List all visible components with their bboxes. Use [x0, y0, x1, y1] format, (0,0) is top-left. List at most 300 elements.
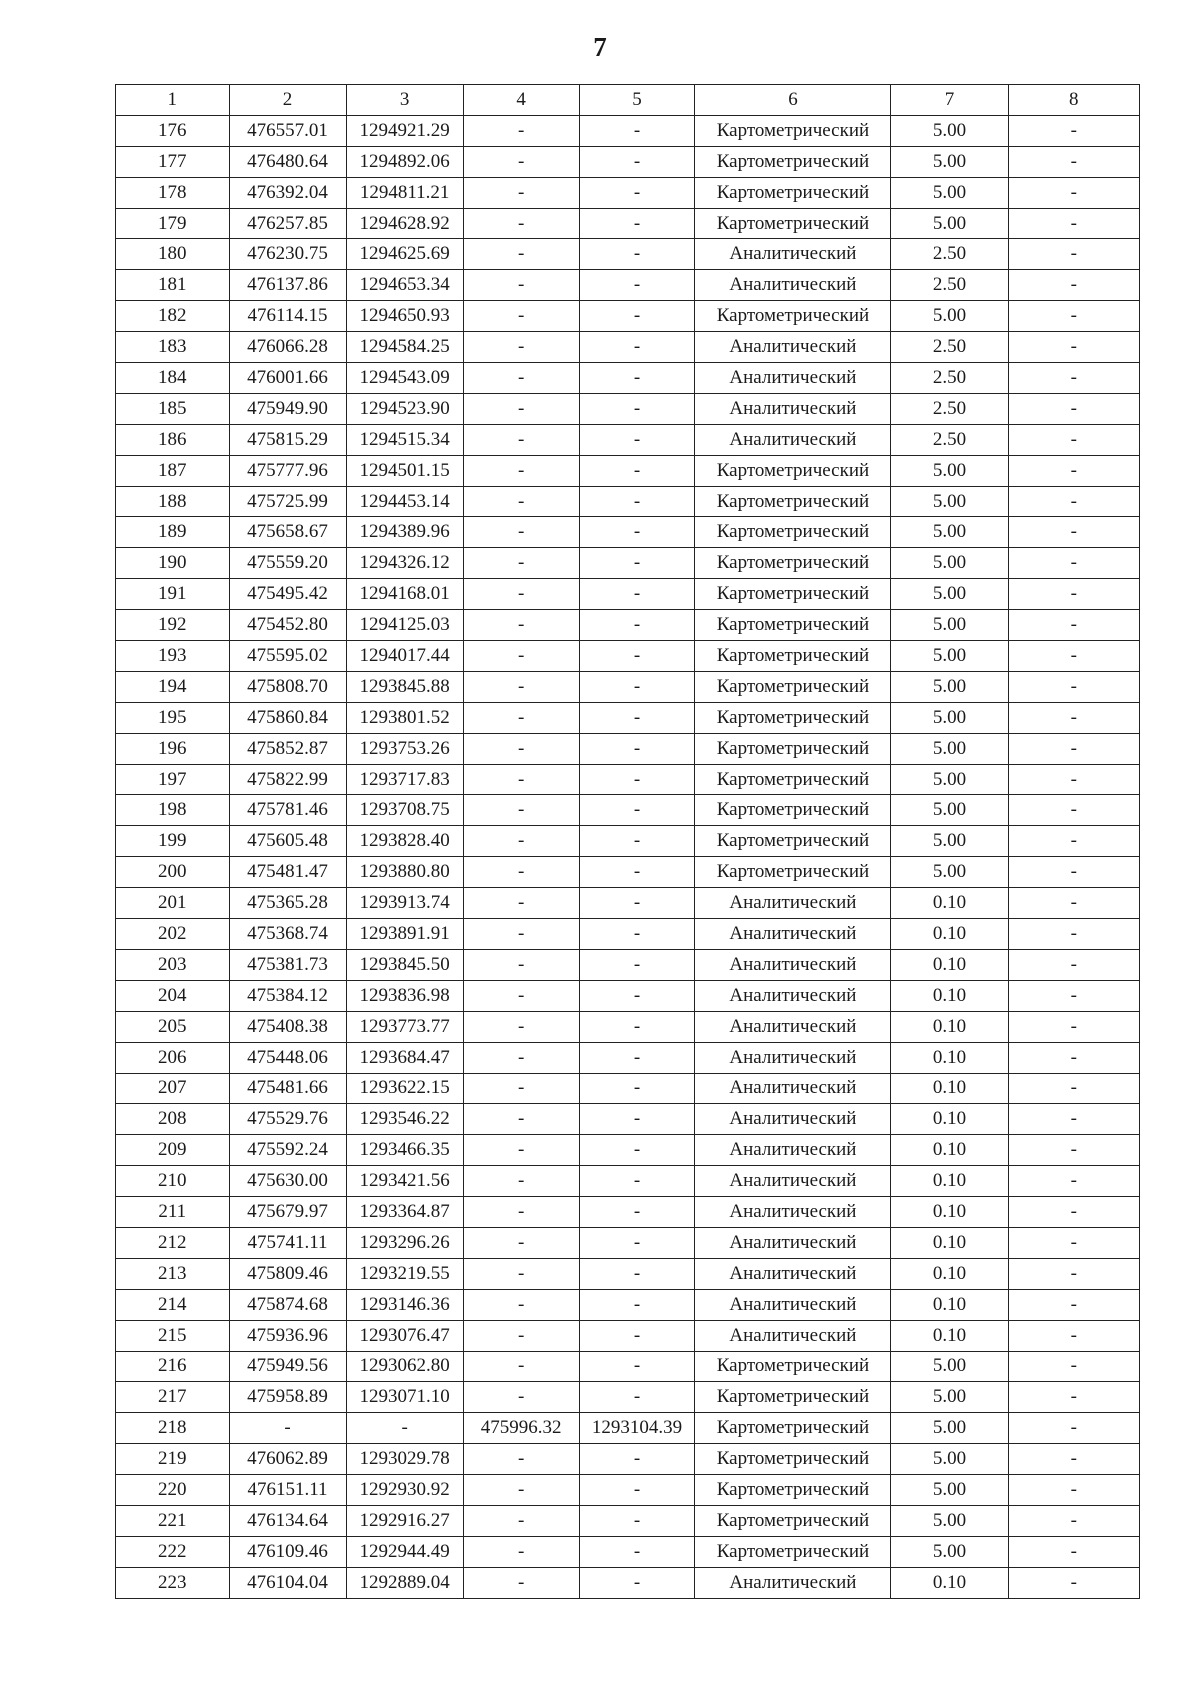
table-row	[116, 919, 1140, 950]
table-cell: Картометрический	[695, 641, 891, 672]
table-cell: -	[1008, 393, 1139, 424]
table-cell: 1293622.15	[346, 1073, 463, 1104]
table-row	[116, 1011, 1140, 1042]
table-cell: 5.00	[891, 208, 1008, 239]
column-header: 7	[891, 85, 1008, 116]
table-cell: 200	[116, 857, 230, 888]
table-cell: -	[463, 548, 579, 579]
table-cell: -	[579, 1073, 695, 1104]
table-cell: -	[1008, 1227, 1139, 1258]
table-cell: 475481.66	[229, 1073, 346, 1104]
table-cell: Картометрический	[695, 115, 891, 146]
table-cell: 1293684.47	[346, 1042, 463, 1073]
table-cell: 1294168.01	[346, 579, 463, 610]
table-cell: Картометрический	[695, 301, 891, 332]
table-row	[116, 393, 1140, 424]
table-cell: 1293219.55	[346, 1258, 463, 1289]
table-cell: 1294628.92	[346, 208, 463, 239]
table-cell: 1294650.93	[346, 301, 463, 332]
table-cell: 476109.46	[229, 1536, 346, 1567]
table-cell: 475777.96	[229, 455, 346, 486]
table-cell: 5.00	[891, 1536, 1008, 1567]
table-cell: -	[463, 486, 579, 517]
table-cell: -	[1008, 517, 1139, 548]
table-cell: Картометрический	[695, 1505, 891, 1536]
table-cell: -	[463, 393, 579, 424]
table-cell: Аналитический	[695, 919, 891, 950]
table-cell: -	[579, 795, 695, 826]
table-cell: -	[579, 826, 695, 857]
table-cell: 5.00	[891, 517, 1008, 548]
table-cell: 218	[116, 1413, 230, 1444]
table-cell: Аналитический	[695, 363, 891, 394]
table-cell: 180	[116, 239, 230, 270]
table-cell: -	[1008, 1197, 1139, 1228]
table-cell: 220	[116, 1475, 230, 1506]
table-cell: 219	[116, 1444, 230, 1475]
table-cell: 187	[116, 455, 230, 486]
table-cell: 176	[116, 115, 230, 146]
table-cell: -	[1008, 1320, 1139, 1351]
table-cell: -	[1008, 455, 1139, 486]
table-cell: -	[1008, 1413, 1139, 1444]
table-cell: -	[463, 1567, 579, 1598]
table-cell: -	[463, 919, 579, 950]
table-cell: -	[1008, 1505, 1139, 1536]
table-cell: Картометрический	[695, 548, 891, 579]
table-cell: 475408.38	[229, 1011, 346, 1042]
table-cell: 0.10	[891, 1011, 1008, 1042]
table-row	[116, 1073, 1140, 1104]
table-cell: 209	[116, 1135, 230, 1166]
table-cell: Картометрический	[695, 795, 891, 826]
table-cell: -	[579, 919, 695, 950]
table-cell: 475741.11	[229, 1227, 346, 1258]
table-cell: 5.00	[891, 764, 1008, 795]
table-row	[116, 826, 1140, 857]
table-row	[116, 115, 1140, 146]
table-row	[116, 146, 1140, 177]
table-cell: -	[1008, 363, 1139, 394]
table-cell: -	[579, 115, 695, 146]
table-cell: -	[579, 1011, 695, 1042]
table-cell: 475860.84	[229, 702, 346, 733]
table-cell: 208	[116, 1104, 230, 1135]
table-cell: -	[1008, 301, 1139, 332]
table-cell: -	[1008, 764, 1139, 795]
table-cell: 475368.74	[229, 919, 346, 950]
table-cell: -	[579, 857, 695, 888]
table-cell: -	[579, 1258, 695, 1289]
table-cell: 5.00	[891, 641, 1008, 672]
table-cell: 476104.04	[229, 1567, 346, 1598]
table-cell: 475630.00	[229, 1166, 346, 1197]
table-cell: -	[463, 208, 579, 239]
column-header: 3	[346, 85, 463, 116]
table-cell: 207	[116, 1073, 230, 1104]
table-cell: -	[1008, 146, 1139, 177]
table-cell: 1293296.26	[346, 1227, 463, 1258]
table-cell: 1293753.26	[346, 733, 463, 764]
table-cell: Аналитический	[695, 424, 891, 455]
table-cell: 215	[116, 1320, 230, 1351]
table-cell: 1292944.49	[346, 1536, 463, 1567]
table-cell: 5.00	[891, 1505, 1008, 1536]
table-cell: 191	[116, 579, 230, 610]
table-cell: -	[1008, 1258, 1139, 1289]
table-cell: -	[463, 1258, 579, 1289]
table-cell: 5.00	[891, 455, 1008, 486]
table-cell: 476066.28	[229, 332, 346, 363]
table-cell: -	[579, 208, 695, 239]
table-cell: -	[463, 1289, 579, 1320]
table-cell: Картометрический	[695, 671, 891, 702]
table-cell: 0.10	[891, 1289, 1008, 1320]
table-cell: 0.10	[891, 1135, 1008, 1166]
table-row	[116, 579, 1140, 610]
table-cell: -	[463, 424, 579, 455]
table-cell: 1293801.52	[346, 702, 463, 733]
table-cell: 5.00	[891, 826, 1008, 857]
table-cell: 1293364.87	[346, 1197, 463, 1228]
table-row	[116, 1135, 1140, 1166]
table-cell: 5.00	[891, 301, 1008, 332]
table-cell: Картометрический	[695, 146, 891, 177]
table-cell: -	[1008, 1011, 1139, 1042]
table-cell: 475529.76	[229, 1104, 346, 1135]
table-cell: -	[463, 641, 579, 672]
table-cell: -	[579, 610, 695, 641]
table-cell: Аналитический	[695, 1320, 891, 1351]
table-row	[116, 548, 1140, 579]
table-cell: -	[1008, 1382, 1139, 1413]
table-cell: 223	[116, 1567, 230, 1598]
table-cell: -	[1008, 1536, 1139, 1567]
table-cell: 5.00	[891, 610, 1008, 641]
table-cell: -	[1008, 1351, 1139, 1382]
table-cell: 177	[116, 146, 230, 177]
table-row	[116, 795, 1140, 826]
table-cell: 212	[116, 1227, 230, 1258]
table-cell: 183	[116, 332, 230, 363]
column-header: 2	[229, 85, 346, 116]
table-cell: 204	[116, 980, 230, 1011]
table-cell: -	[463, 1351, 579, 1382]
table-cell: 475559.20	[229, 548, 346, 579]
table-body	[116, 115, 1140, 1598]
table-cell: -	[463, 332, 579, 363]
table-cell: -	[1008, 795, 1139, 826]
table-cell: -	[1008, 486, 1139, 517]
table-cell: -	[1008, 702, 1139, 733]
table-cell: Картометрический	[695, 764, 891, 795]
table-cell: 476114.15	[229, 301, 346, 332]
table-row	[116, 1444, 1140, 1475]
table-cell: 475595.02	[229, 641, 346, 672]
table-cell: 211	[116, 1197, 230, 1228]
table-cell: Картометрический	[695, 610, 891, 641]
table-cell: 2.50	[891, 363, 1008, 394]
table-cell: -	[579, 1382, 695, 1413]
table-cell: 185	[116, 393, 230, 424]
table-cell: -	[463, 1042, 579, 1073]
table-cell: 475448.06	[229, 1042, 346, 1073]
table-row	[116, 1104, 1140, 1135]
table-cell: 1293836.98	[346, 980, 463, 1011]
table-cell: 475874.68	[229, 1289, 346, 1320]
table-row	[116, 1413, 1140, 1444]
table-cell: 476392.04	[229, 177, 346, 208]
table-cell: 1292930.92	[346, 1475, 463, 1506]
table-cell: 475679.97	[229, 1197, 346, 1228]
table-cell: 1293029.78	[346, 1444, 463, 1475]
table-cell: 476230.75	[229, 239, 346, 270]
table-cell: 475481.47	[229, 857, 346, 888]
table-row	[116, 455, 1140, 486]
table-cell: 1294017.44	[346, 641, 463, 672]
table-cell: Аналитический	[695, 1166, 891, 1197]
table-cell: 197	[116, 764, 230, 795]
table-row	[116, 671, 1140, 702]
table-cell: -	[579, 1135, 695, 1166]
table-cell: 1292889.04	[346, 1567, 463, 1598]
table-cell: -	[579, 1444, 695, 1475]
table-row	[116, 764, 1140, 795]
table-cell: -	[463, 610, 579, 641]
table-cell: -	[579, 332, 695, 363]
column-header: 8	[1008, 85, 1139, 116]
table-header-row	[116, 85, 1140, 116]
table-cell: -	[579, 548, 695, 579]
table-row	[116, 239, 1140, 270]
table-cell: -	[579, 1227, 695, 1258]
table-cell: -	[463, 826, 579, 857]
table-cell: 213	[116, 1258, 230, 1289]
table-cell: Картометрический	[695, 702, 891, 733]
table-cell: Аналитический	[695, 888, 891, 919]
table-cell: -	[579, 1475, 695, 1506]
table-cell: 475781.46	[229, 795, 346, 826]
table-cell: 0.10	[891, 1567, 1008, 1598]
table-cell: -	[463, 671, 579, 702]
table-cell: 5.00	[891, 795, 1008, 826]
table-cell: Аналитический	[695, 980, 891, 1011]
table-cell: -	[463, 115, 579, 146]
table-cell: 475381.73	[229, 949, 346, 980]
table-cell: -	[579, 1536, 695, 1567]
table-cell: 1293773.77	[346, 1011, 463, 1042]
table-cell: -	[463, 239, 579, 270]
table-cell: 476134.64	[229, 1505, 346, 1536]
table-cell: Аналитический	[695, 1135, 891, 1166]
table-cell: 2.50	[891, 239, 1008, 270]
table-cell: -	[463, 1505, 579, 1536]
table-cell: Аналитический	[695, 1567, 891, 1598]
table-cell: -	[579, 702, 695, 733]
table-cell: -	[1008, 270, 1139, 301]
column-header: 5	[579, 85, 695, 116]
table-cell: 1293845.88	[346, 671, 463, 702]
table-cell: -	[346, 1413, 463, 1444]
table-cell: Аналитический	[695, 270, 891, 301]
table-cell: 0.10	[891, 1073, 1008, 1104]
table-cell: -	[579, 177, 695, 208]
table-cell: -	[463, 455, 579, 486]
table-cell: 5.00	[891, 1475, 1008, 1506]
table-cell: 178	[116, 177, 230, 208]
table-cell: 5.00	[891, 702, 1008, 733]
table-cell: 475725.99	[229, 486, 346, 517]
table-cell: Картометрический	[695, 579, 891, 610]
page-number: 7	[593, 32, 607, 62]
column-header: 4	[463, 85, 579, 116]
table-cell: -	[463, 1227, 579, 1258]
table-cell: 0.10	[891, 949, 1008, 980]
table-cell: 203	[116, 949, 230, 980]
table-cell: 475809.46	[229, 1258, 346, 1289]
table-row	[116, 1567, 1140, 1598]
table-cell: 179	[116, 208, 230, 239]
table-cell: 222	[116, 1536, 230, 1567]
table-cell: Картометрический	[695, 1444, 891, 1475]
table-cell: -	[463, 795, 579, 826]
table-cell: Картометрический	[695, 208, 891, 239]
table-row	[116, 1042, 1140, 1073]
table-cell: Аналитический	[695, 393, 891, 424]
table-cell: -	[579, 424, 695, 455]
table-cell: 202	[116, 919, 230, 950]
table-cell: 1294543.09	[346, 363, 463, 394]
table-cell: 214	[116, 1289, 230, 1320]
table-cell: 1294811.21	[346, 177, 463, 208]
table-cell: 1293104.39	[579, 1413, 695, 1444]
table-cell: 0.10	[891, 1258, 1008, 1289]
table-row	[116, 1197, 1140, 1228]
table-row	[116, 332, 1140, 363]
table-row	[116, 733, 1140, 764]
table-cell: 1293146.36	[346, 1289, 463, 1320]
table-cell: 476062.89	[229, 1444, 346, 1475]
table-cell: -	[579, 301, 695, 332]
table-cell: -	[579, 1042, 695, 1073]
table-cell: -	[463, 1104, 579, 1135]
table-cell: -	[1008, 671, 1139, 702]
table-cell: -	[579, 455, 695, 486]
table-cell: -	[1008, 115, 1139, 146]
table-cell: Картометрический	[695, 1536, 891, 1567]
table-cell: 1294921.29	[346, 115, 463, 146]
table-cell: -	[463, 857, 579, 888]
table-cell: Картометрический	[695, 826, 891, 857]
table-cell: -	[1008, 857, 1139, 888]
table-cell: -	[463, 1536, 579, 1567]
table-cell: -	[463, 733, 579, 764]
table-row	[116, 1166, 1140, 1197]
table-cell: Картометрический	[695, 517, 891, 548]
table-cell: 5.00	[891, 733, 1008, 764]
table-cell: 476557.01	[229, 115, 346, 146]
table-cell: -	[579, 1166, 695, 1197]
table-row	[116, 1351, 1140, 1382]
table-cell: 1292916.27	[346, 1505, 463, 1536]
table-cell: -	[579, 579, 695, 610]
table-row	[116, 208, 1140, 239]
table-cell: -	[579, 486, 695, 517]
table-cell: -	[463, 949, 579, 980]
table-cell: -	[579, 1351, 695, 1382]
table-row	[116, 486, 1140, 517]
table-cell: 475996.32	[463, 1413, 579, 1444]
table-cell: 184	[116, 363, 230, 394]
table-cell: Картометрический	[695, 733, 891, 764]
table-row	[116, 1289, 1140, 1320]
table-cell: 476151.11	[229, 1475, 346, 1506]
table-cell: -	[579, 270, 695, 301]
table-cell: 5.00	[891, 1382, 1008, 1413]
table-cell: 475808.70	[229, 671, 346, 702]
table-cell: 181	[116, 270, 230, 301]
table-row	[116, 270, 1140, 301]
table-cell: Картометрический	[695, 177, 891, 208]
table-cell: Аналитический	[695, 1042, 891, 1073]
table-cell: -	[579, 1289, 695, 1320]
table-cell: -	[463, 888, 579, 919]
table-row	[116, 888, 1140, 919]
table-cell: 1294326.12	[346, 548, 463, 579]
table-cell: 475958.89	[229, 1382, 346, 1413]
table-cell: -	[463, 980, 579, 1011]
table-cell: -	[1008, 949, 1139, 980]
table-cell: -	[463, 517, 579, 548]
table-cell: 1294584.25	[346, 332, 463, 363]
table-cell: -	[463, 1073, 579, 1104]
table-cell: 5.00	[891, 1351, 1008, 1382]
table-cell: 210	[116, 1166, 230, 1197]
table-cell: 1293880.80	[346, 857, 463, 888]
table-cell: 1294501.15	[346, 455, 463, 486]
table-cell: Картометрический	[695, 455, 891, 486]
table-cell: 201	[116, 888, 230, 919]
table-cell: -	[1008, 1166, 1139, 1197]
table-cell: 206	[116, 1042, 230, 1073]
table-cell: -	[579, 671, 695, 702]
table-cell: -	[1008, 610, 1139, 641]
table-cell: -	[579, 1505, 695, 1536]
table-cell: -	[463, 1197, 579, 1228]
table-cell: 5.00	[891, 548, 1008, 579]
table-cell: -	[463, 764, 579, 795]
table-row	[116, 857, 1140, 888]
table-cell: 0.10	[891, 1227, 1008, 1258]
table-cell: -	[1008, 424, 1139, 455]
table-cell: -	[579, 980, 695, 1011]
table-cell: -	[579, 641, 695, 672]
table-row	[116, 641, 1140, 672]
table-cell: Аналитический	[695, 1104, 891, 1135]
table-cell: 199	[116, 826, 230, 857]
table-cell: 475949.56	[229, 1351, 346, 1382]
table-cell: 2.50	[891, 270, 1008, 301]
table-cell: -	[1008, 332, 1139, 363]
table-cell: 182	[116, 301, 230, 332]
table-cell: Аналитический	[695, 1073, 891, 1104]
table-cell: 1293466.35	[346, 1135, 463, 1166]
table-cell: Аналитический	[695, 949, 891, 980]
table-cell: 475936.96	[229, 1320, 346, 1351]
table-cell: 188	[116, 486, 230, 517]
table-cell: -	[463, 301, 579, 332]
table-cell: 1294653.34	[346, 270, 463, 301]
